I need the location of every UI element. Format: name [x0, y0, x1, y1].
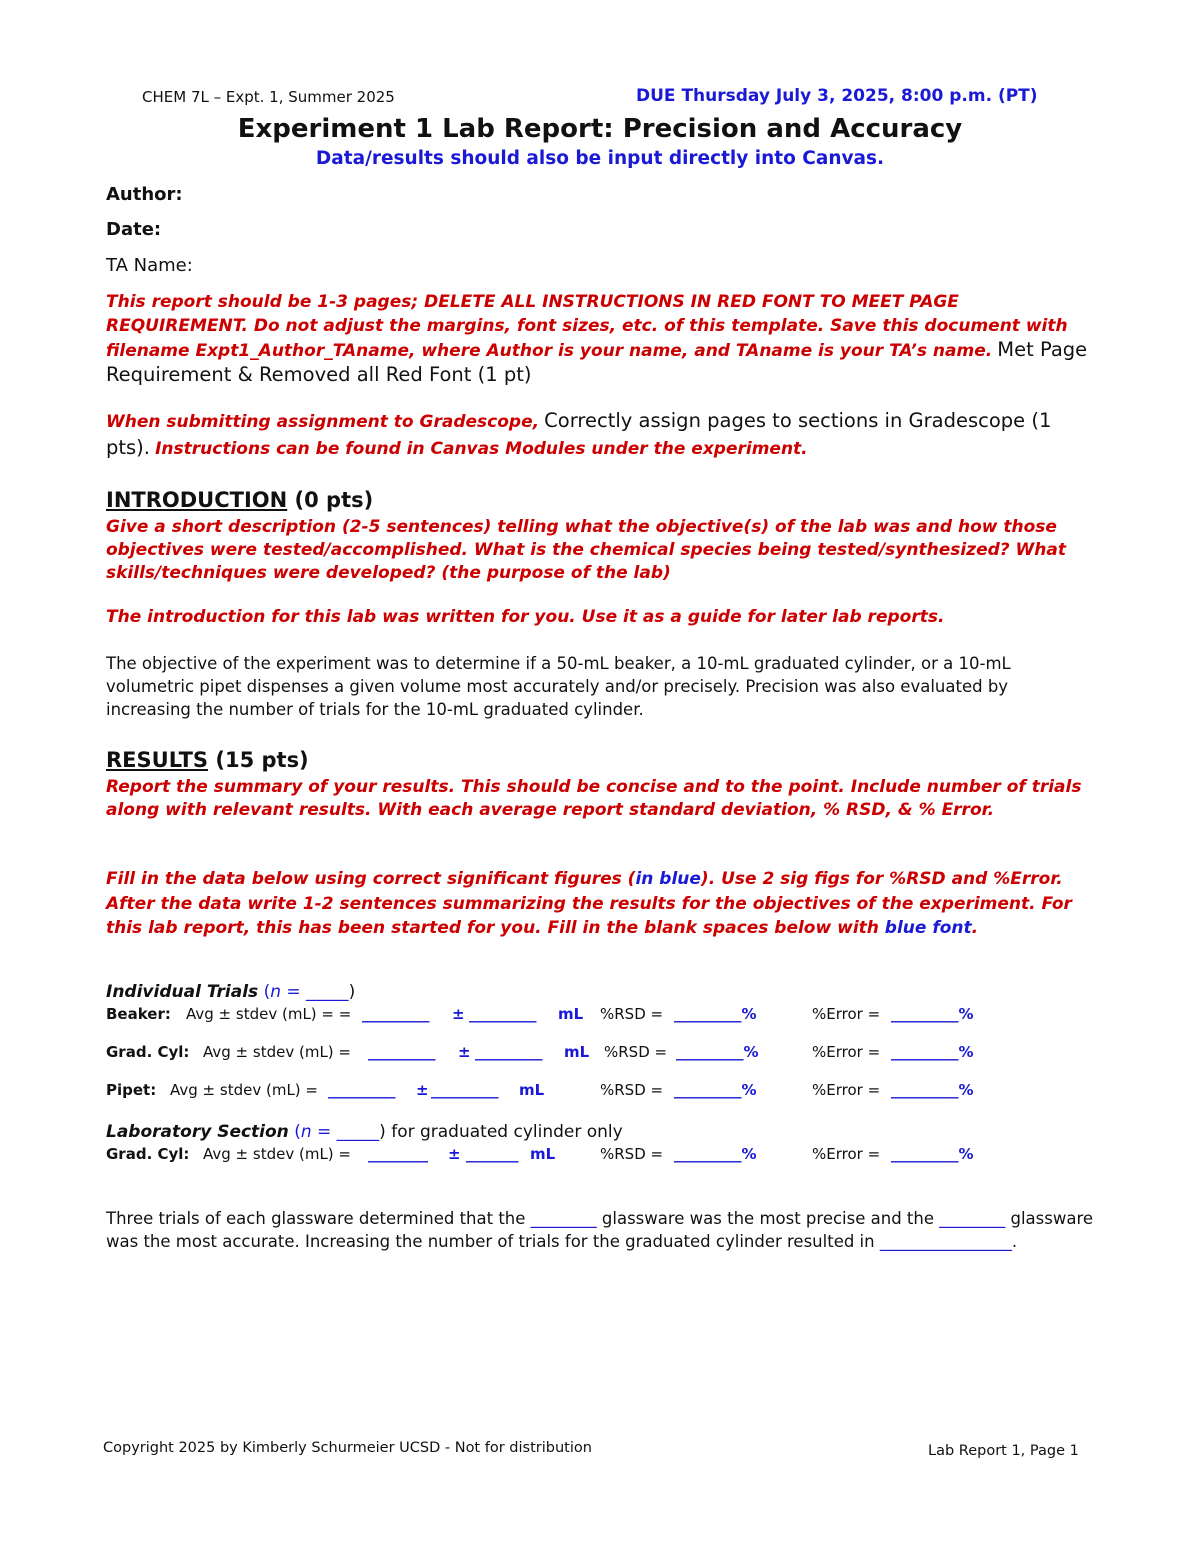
- date-field: Date:: [106, 219, 162, 240]
- lab-grad-cyl-label: Grad. Cyl:: [106, 1145, 190, 1163]
- beaker-error-label: %Error =: [812, 1005, 881, 1023]
- beaker-label: Beaker:: [106, 1005, 171, 1023]
- page-number: Lab Report 1, Page 1: [928, 1443, 1079, 1459]
- introduction-body: The objective of the experiment was to determine if a 50-mL beaker, a 10-mL graduated cylinder, or a 10-mL volumetric pipet dispenses a given volume most accurately and/or precisely. Precision was also evaluated by increasing the number of trials for the 10-mL graduated cylinder.: [106, 654, 1011, 719]
- individual-trials-n: n = _____: [270, 982, 349, 1002]
- grad-cyl-error-input[interactable]: _________%: [891, 1043, 974, 1061]
- lab-grad-cyl-avg-label: Avg ± stdev (mL) =: [203, 1145, 351, 1163]
- individual-trials-open-paren: (: [258, 982, 271, 1002]
- grad-cyl-avg-label: Avg ± stdev (mL) =: [203, 1043, 351, 1061]
- beaker-avg-input[interactable]: _________: [362, 1005, 430, 1023]
- gradescope-instruction-2: Instructions can be found in Canvas Modules under the experiment.: [155, 439, 808, 459]
- results-instruction: Report the summary of your results. This should be concise and to the point. Include number of trials along with relevant results. With each average report standard deviation, % RSD, & % Error.: [106, 777, 1082, 820]
- pipet-label: Pipet:: [106, 1081, 157, 1099]
- lab-section-open-paren: (: [288, 1122, 301, 1142]
- lab-grad-cyl-pm: ±: [448, 1145, 461, 1163]
- beaker-row: [106, 1005, 1106, 1025]
- lab-grad-cyl-row: [106, 1145, 1106, 1165]
- results-points: (15 pts): [215, 748, 309, 772]
- copyright-footer: Copyright 2025 by Kimberly Schurmeier UCSD - Not for distribution: [103, 1440, 592, 1456]
- pipet-avg-label: Avg ± stdev (mL) =: [170, 1081, 318, 1099]
- beaker-unit: mL: [558, 1005, 584, 1023]
- grad-cyl-stdev-input[interactable]: _________: [475, 1043, 543, 1061]
- results-summary: [106, 1207, 1096, 1253]
- pipet-error-label: %Error =: [812, 1081, 881, 1099]
- precise-glassware-input[interactable]: ________: [530, 1209, 597, 1228]
- introduction-instruction-2: The introduction for this lab was written for you. Use it as a guide for later lab reports.: [106, 607, 945, 627]
- page-requirement-block: [106, 290, 1096, 387]
- gradescope-instruction: When submitting assignment to Gradescope,: [106, 412, 540, 432]
- individual-trials-title: Individual Trials: [106, 982, 259, 1002]
- lab-grad-cyl-rsd-label: %RSD =: [600, 1145, 664, 1163]
- accurate-glassware-input[interactable]: ________: [939, 1209, 1006, 1228]
- results-heading: [106, 748, 309, 772]
- summary-part-c: glassware was the most accurate. Increasing the number of trials for the graduated cylinder resulted in: [106, 1209, 1094, 1251]
- beaker-rsd-label: %RSD =: [600, 1005, 664, 1023]
- introduction-points: (0 pts): [294, 488, 374, 512]
- grad-cyl-error-label: %Error =: [812, 1043, 881, 1061]
- pipet-avg-input[interactable]: _________: [328, 1081, 396, 1099]
- beaker-avg-label: Avg ± stdev (mL) = =: [186, 1005, 352, 1023]
- introduction-title: INTRODUCTION: [106, 488, 288, 512]
- trials-result-input[interactable]: ________________: [879, 1232, 1012, 1251]
- lab-section-label: [106, 1122, 623, 1142]
- pipet-unit: mL: [519, 1081, 545, 1099]
- in-blue-text: in blue: [635, 869, 701, 889]
- page-requirement-points: Met Page Requirement & Removed all Red Font (1 pt): [106, 338, 1088, 386]
- summary-part-b: glassware was the most precise and the: [596, 1209, 940, 1228]
- lab-grad-cyl-avg-input[interactable]: ________: [368, 1145, 428, 1163]
- introduction-heading: [106, 488, 373, 512]
- pipet-error-input[interactable]: _________%: [891, 1081, 974, 1099]
- grad-cyl-rsd-input[interactable]: _________%: [676, 1043, 759, 1061]
- document-title: Experiment 1 Lab Report: Precision and Accuracy: [237, 114, 963, 144]
- lab-grad-cyl-rsd-input[interactable]: _________%: [674, 1145, 757, 1163]
- grad-cyl-label: Grad. Cyl:: [106, 1043, 190, 1061]
- lab-grad-cyl-unit: mL: [530, 1145, 556, 1163]
- grad-cyl-avg-input[interactable]: _________: [368, 1043, 436, 1061]
- lab-grad-cyl-error-input[interactable]: _________%: [891, 1145, 974, 1163]
- ta-name-field: TA Name:: [106, 255, 193, 276]
- results-instruction-2b: ). Use 2 sig figs for %RSD and %Error. After the data write 1-2 sentences summarizing the results for the objectives of the experiment. For this lab report, this has been started for you. Fill in the blank spaces below with: [106, 869, 1072, 938]
- summary-part-a: Three trials of each glassware determined that the: [106, 1209, 531, 1228]
- blue-font-text: blue font: [884, 918, 972, 938]
- gradescope-block: [106, 408, 1096, 462]
- due-date: DUE Thursday July 3, 2025, 8:00 p.m. (PT): [636, 86, 1038, 106]
- author-field: Author:: [106, 184, 183, 205]
- beaker-pm: ±: [452, 1005, 465, 1023]
- individual-trials-close-paren: ): [348, 982, 356, 1002]
- introduction-instruction: Give a short description (2-5 sentences) telling what the objective(s) of the lab was and how those objectives were tested/accomplished. What is the chemical species being tested/synthesized? What skills/techniques were developed? (the purpose of the lab): [106, 517, 1067, 583]
- individual-trials-label: [106, 982, 355, 1002]
- results-instruction-2: [106, 867, 1096, 941]
- pipet-rsd-label: %RSD =: [600, 1081, 664, 1099]
- lab-grad-cyl-stdev-input[interactable]: _______: [466, 1145, 519, 1163]
- page-requirement-instruction: This report should be 1-3 pages; DELETE ALL INSTRUCTIONS IN RED FONT TO MEET PAGE REQUIREMENT. Do not adjust the margins, font sizes, etc. of this template. Save this document with filename Expt1_Author_TAname, where Author is your name, and TAname is your TA’s name.: [106, 292, 1068, 361]
- lab-grad-cyl-error-label: %Error =: [812, 1145, 881, 1163]
- grad-cyl-pm: ±: [458, 1043, 471, 1061]
- results-instruction-2c: .: [971, 918, 979, 938]
- pipet-rsd-input[interactable]: _________%: [674, 1081, 757, 1099]
- summary-part-d: .: [1011, 1232, 1018, 1251]
- pipet-pm: ±: [416, 1081, 429, 1099]
- pipet-stdev-input[interactable]: _________: [431, 1081, 499, 1099]
- grad-cyl-row: [106, 1043, 1106, 1063]
- beaker-error-input[interactable]: _________%: [891, 1005, 974, 1023]
- gradescope-points: Correctly assign pages to sections in Gradescope (1 pts).: [106, 409, 1052, 459]
- lab-section-n: n = _____: [300, 1122, 380, 1142]
- grad-cyl-unit: mL: [564, 1043, 590, 1061]
- beaker-stdev-input[interactable]: _________: [469, 1005, 537, 1023]
- pipet-row: [106, 1081, 1106, 1101]
- lab-section-suffix: ) for graduated cylinder only: [379, 1122, 623, 1142]
- beaker-rsd-input[interactable]: _________%: [674, 1005, 757, 1023]
- results-title: RESULTS: [106, 748, 209, 772]
- grad-cyl-rsd-label: %RSD =: [604, 1043, 668, 1061]
- results-instruction-2a: Fill in the data below using correct significant figures (: [106, 869, 636, 889]
- course-header: CHEM 7L – Expt. 1, Summer 2025: [142, 88, 395, 106]
- lab-section-title: Laboratory Section: [106, 1122, 289, 1142]
- document-subtitle: Data/results should also be input directly into Canvas.: [315, 148, 885, 169]
